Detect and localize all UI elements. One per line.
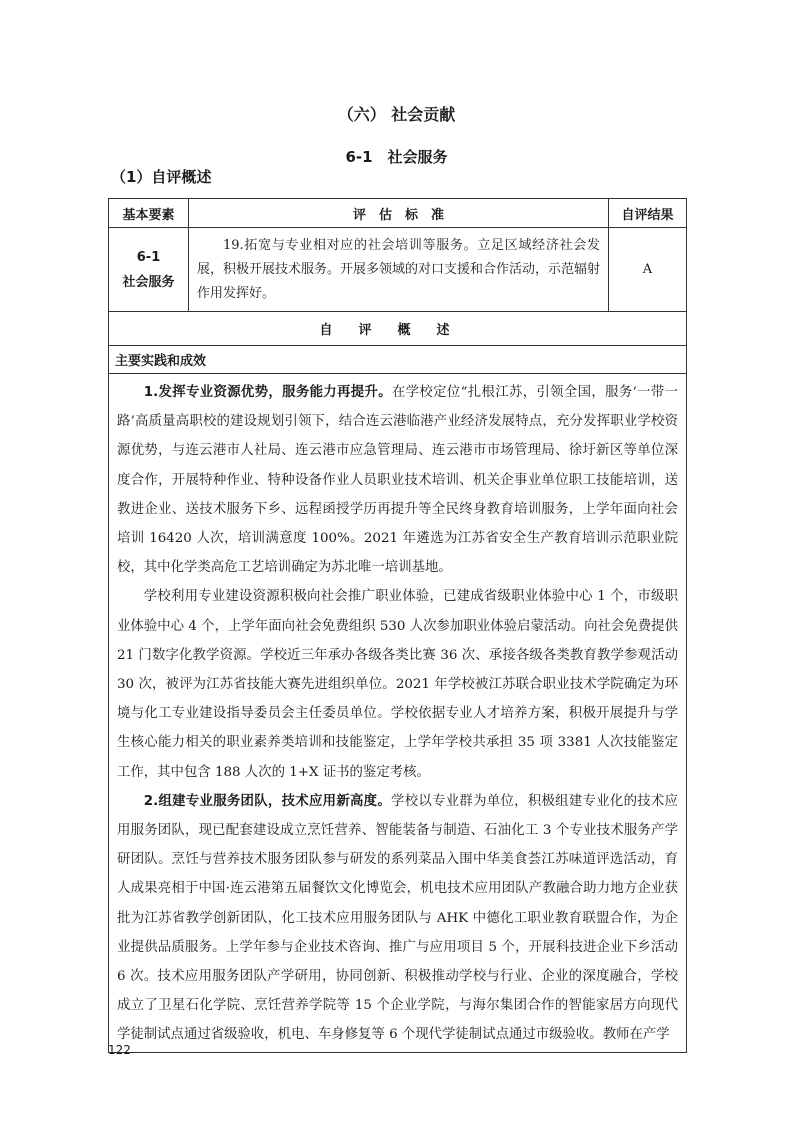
header-element: 基本要素 [109,199,189,228]
practice-header-row [109,346,687,374]
paragraph-1-text: 在学校定位“扎根江苏，引领全国，服务‘一带一路’高质量高职校的建设规划引领下，结合连云港临港产业经济发展特点，充分发挥职业学校资源优势，与连云港市人社局、连云港市应急管理局、连云港市市场管理局、徐圩新区等单位深度合作，开展特种作业、特种设备作业人员职业技术培训、机关企事业单位职工技能培训，送教进企业、送技术服务下乡、远程函授学历再提升等全民终身教育培训服务，上学年面向社会培训 16420 人次，培训满意度 100%。2021 年遴选为江苏省安全生产教育培训示范职业院校，其中化学类高危工艺培训确定为苏北唯一培训基地。 [117,385,678,576]
sub-title: 6-1 社会服务 [345,148,448,166]
element-code: 6-1 [136,249,161,265]
body-row [109,374,687,1053]
table-row [109,228,687,312]
header-result: 自评结果 [609,199,687,228]
summary-header-row [109,312,687,346]
result-cell: A [609,228,687,312]
body-cell [109,374,687,1053]
evaluation-table [108,198,687,1053]
paragraph-1 [117,378,678,582]
paragraph-3-lead: 2.组建专业服务团队，技术应用新高度。 [143,793,392,809]
practice-header: 主要实践和成效 [109,346,687,374]
paragraph-3 [117,787,678,1050]
header-standard: 评 估 标 准 [189,199,609,228]
page-number: 122 [108,1043,131,1057]
standard-cell: 19.拓宽与专业相对应的社会培训等服务。立足区域经济社会发展，积极开展技术服务。开展多领域的对口支援和合作活动，示范辐射作用发挥好。 [189,228,609,312]
paragraph-2 [117,582,678,786]
paragraph-3-text: 学校以专业群为单位，积极组建专业化的技术应用服务团队，现已配套建设成立烹饪营养、智能装备与制造、石油化工 3 个专业技术服务产学研团队。烹饪与营养技术服务团队参与研发的系列菜品入围中华美食荟江苏味道评选活动，育人成果亮相于中国·连云港第五届餐饮文化博览会，机电技术应用团队产教融合助力地方企业获批为江苏省教学创新团队，化工技术应用服务团队与 AHK 中德化工职业教育联盟合作，为企业提供品质服务。上学年参与企业技术咨询、推广与应用项目 5 个，开展科技进企业下乡活动 6 次。技术应用服务团队产学研用，协同创新、积极推动学校与行业、企业的深度融合，学校成立了卫星石化学院、烹饪营养学院等 15 个企业学院，与海尔集团合作的智能家居方向现代学徒制试点通过省级验收，机电、车身修复等 6 个现代学徒制试点通过市级验收。教师在产学 [117,793,678,1043]
element-cell [109,228,189,312]
paragraph-2-text: 学校利用专业建设资源积极向社会推广职业体验，已建成省级职业体验中心 1 个，市级职业体验中心 4 个，上学年面向社会免费组织 530 人次参加职业体验启蒙活动。向社会免费提供 21 门数字化教学资源。学校近三年承办各级各类比赛 36 次、承接各级各类教育教学参观活动 30 次，被评为江苏省技能大赛先进组织单位。2021 年学校被江苏联合职业技术学院确定为环境与化工专业建设指导委员会主任委员单位。学校依据专业人才培养方案，积极开展提升与学生核心能力相关的职业素养类培训和技能鉴定，上学年学校共承担 35 项 3381 人次技能鉴定工作，其中包含 188 人次的 1+X 证书的鉴定考核。 [117,589,678,780]
heading-self-evaluation: （1）自评概述 [111,168,212,186]
element-name: 社会服务 [122,274,175,290]
table-header-row [109,199,687,228]
paragraph-1-lead: 1.发挥专业资源优势，服务能力再提升。 [143,385,392,400]
section-title: （六） 社会贡献 [337,105,456,124]
summary-header: 自评概述 [109,312,687,346]
